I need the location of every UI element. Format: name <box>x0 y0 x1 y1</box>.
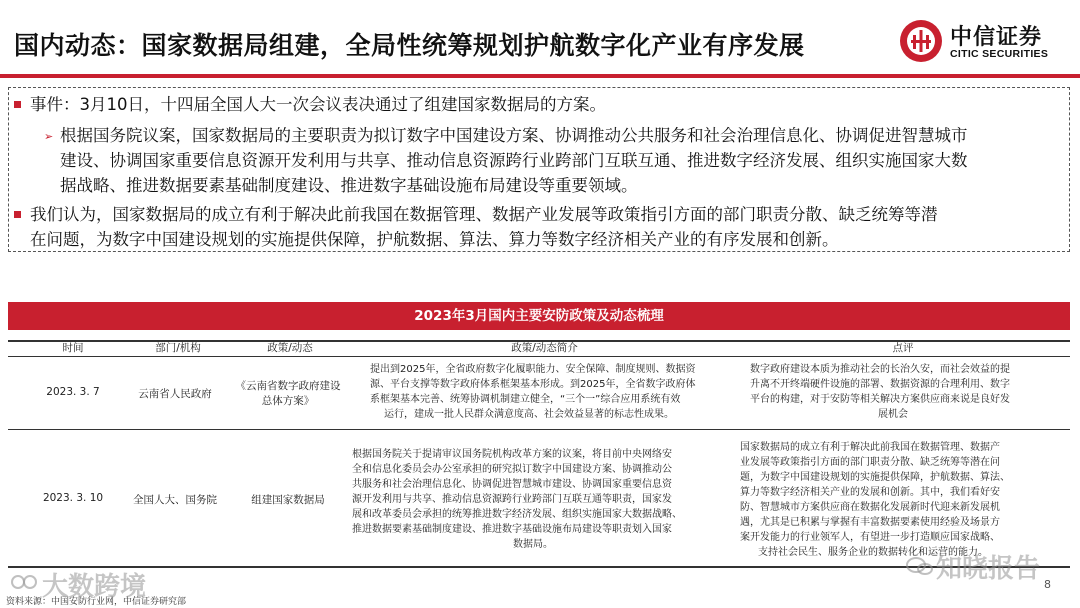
table-title: 2023年3月国内主要安防政策及动态梳理 <box>8 302 1070 330</box>
row2-comment-line: 遇，尤其是已积累与掌握有丰富数据要素使用经验及场景方 <box>740 517 1000 528</box>
row1-summary-line: 提出到2025年，全省政府数字化履职能力、安全保障、制度规则、数据资 <box>370 364 696 375</box>
watermark-right: 知晓报告 <box>936 554 1041 584</box>
row1-summary-line: 源、平台支撑等数字政府体系框架基本形成。到2025年，全省数字政府体 <box>370 379 696 390</box>
row2-comment-line: 国家数据局的成立有利于解决此前我国在数据管理、数据产 <box>740 442 1000 453</box>
row2-comment-line: 业发展等政策指引方面的部门职责分散、缺乏统筹等潜在问 <box>740 457 1000 468</box>
header-divider <box>0 74 1080 78</box>
row2-comment-line: 支持社会民生、服务企业的数据转化和运营的能力。 <box>758 547 988 558</box>
row2-summary-line: 推进数据要素基础制度建设、推进数字基础设施布局建设等职责划入国家 <box>352 524 672 535</box>
row2-dept: 全国人大、国务院 <box>133 494 217 506</box>
row1-dept: 云南省人民政府 <box>138 388 212 400</box>
row1-comment-line: 升离不开终端硬件设施的部署、数据资源的合理利用、数字 <box>750 379 1010 390</box>
row2-comment-line: 算力等数字经济相关产业的发展和创新。其中，我们看好安 <box>740 487 1000 498</box>
table-row-divider <box>8 429 1070 430</box>
logo-text-cn: 中信证券 <box>950 25 1043 50</box>
sub-bullet-arrow-icon: ➢ <box>44 130 54 143</box>
table-header-row <box>8 340 1070 355</box>
header-comment: 点评 <box>892 342 914 354</box>
event-detail-line: 据战略、推进数据要素基础制度建设、推进数字基础设施布局建设等重要领域。 <box>60 176 638 195</box>
logo-text-en: CITIC SECURITIES <box>950 48 1049 60</box>
bullet-marker <box>14 101 21 108</box>
row1-summary-line: 系框架基本完善、统筹协调机制建立健全，“三个一”综合应用系统有效 <box>370 394 681 405</box>
citic-logo <box>898 18 1058 64</box>
page-number: 8 <box>1044 578 1051 591</box>
row2-summary-line: 根据国务院关于提请审议国务院机构改革方案的议案，将目前中央网络安 <box>352 449 672 460</box>
table-top-rule <box>8 340 1070 342</box>
row1-comment-line: 展机会 <box>878 409 908 420</box>
event-detail-line: 建设、协调国家重要信息资源开发利用与共享、推动信息资源跨行业跨部门互联互通、推进数字经济发展、组织实施国家大数 <box>60 151 968 170</box>
row1-date: 2023. 3. 7 <box>46 386 100 398</box>
row2-comment-line: 案开发能力的行业领军人，有望进一步打造顺应国家战略、 <box>740 532 1000 543</box>
opinion-line: 在问题，为数字中国建设规划的实施提供保障，护航数据、算法、算力等数字经济相关产业的有序发展和创新。 <box>30 230 839 249</box>
row2-summary-line: 全和信息化委员会办公室承担的研究拟订数字中国建设方案、协调推动公 <box>352 464 672 475</box>
row2-comment-line: 题，为数字中国建设规划的实施提供保障，护航数据、算法、 <box>740 472 1010 483</box>
source-note: 资料来源：中国安防行业网，中信证券研究部 <box>6 597 187 607</box>
row2-summary-line: 共服务和社会治理信息化、协调促进智慧城市建设、协调国家重要信息资 <box>352 479 672 490</box>
header-policy: 政策/动态 <box>267 342 313 354</box>
table-header-rule <box>8 356 1070 357</box>
row1-policy: 总体方案》 <box>261 395 315 407</box>
row2-summary-line: 源开发利用与共享、推动信息资源跨行业跨部门互联互通等职责，国家发 <box>352 494 672 505</box>
row1-policy: 《云南省数字政府建设 <box>235 380 341 392</box>
watermark-right-icon <box>905 556 933 576</box>
row1-summary-line: 运行，建成一批人民群众满意度高、社会效益显著的标志性成果。 <box>384 409 674 420</box>
row2-comment-line: 防、智慧城市方案供应商在数据化发展新时代迎来新发展机 <box>740 502 1000 513</box>
event-bullet-line: 事件：3月10日，十四届全国人大一次会议表决通过了组建国家数据局的方案。 <box>30 95 606 114</box>
slide-title: 国内动态：国家数据局组建，全局性统筹规划护航数字化产业有序发展 <box>14 31 805 60</box>
row1-comment-line: 平台的构建，对于安防等相关解决方案供应商来说是良好发 <box>750 394 1010 405</box>
header-dept: 部门/机构 <box>155 342 201 354</box>
event-detail-line: 根据国务院议案，国家数据局的主要职责为拟订数字中国建设方案、协调推动公共服务和社会治理信息化、协调促进智慧城市 <box>60 126 968 145</box>
header-date: 时间 <box>62 342 84 354</box>
bullet-marker <box>14 211 21 218</box>
row2-date: 2023. 3. 10 <box>42 492 104 504</box>
citic-logo-icon <box>898 18 944 64</box>
row1-comment-line: 数字政府建设本质为推动社会的长治久安，而社会效益的提 <box>750 364 1010 375</box>
row2-summary-line: 数据局。 <box>513 539 553 550</box>
watermark-left-icon <box>10 572 38 592</box>
opinion-line: 我们认为，国家数据局的成立有利于解决此前我国在数据管理、数据产业发展等政策指引方面的部门职责分散、缺乏统筹等潜 <box>30 205 938 224</box>
row2-policy: 组建国家数据局 <box>251 494 325 506</box>
slide-header <box>0 0 1080 72</box>
watermark-left: 大数跨境 <box>42 572 147 602</box>
header-summary: 政策/动态简介 <box>511 342 578 354</box>
row2-summary-line: 展和改革委员会承担的统筹推进数字经济发展、组织实施国家大数据战略、 <box>352 509 682 520</box>
